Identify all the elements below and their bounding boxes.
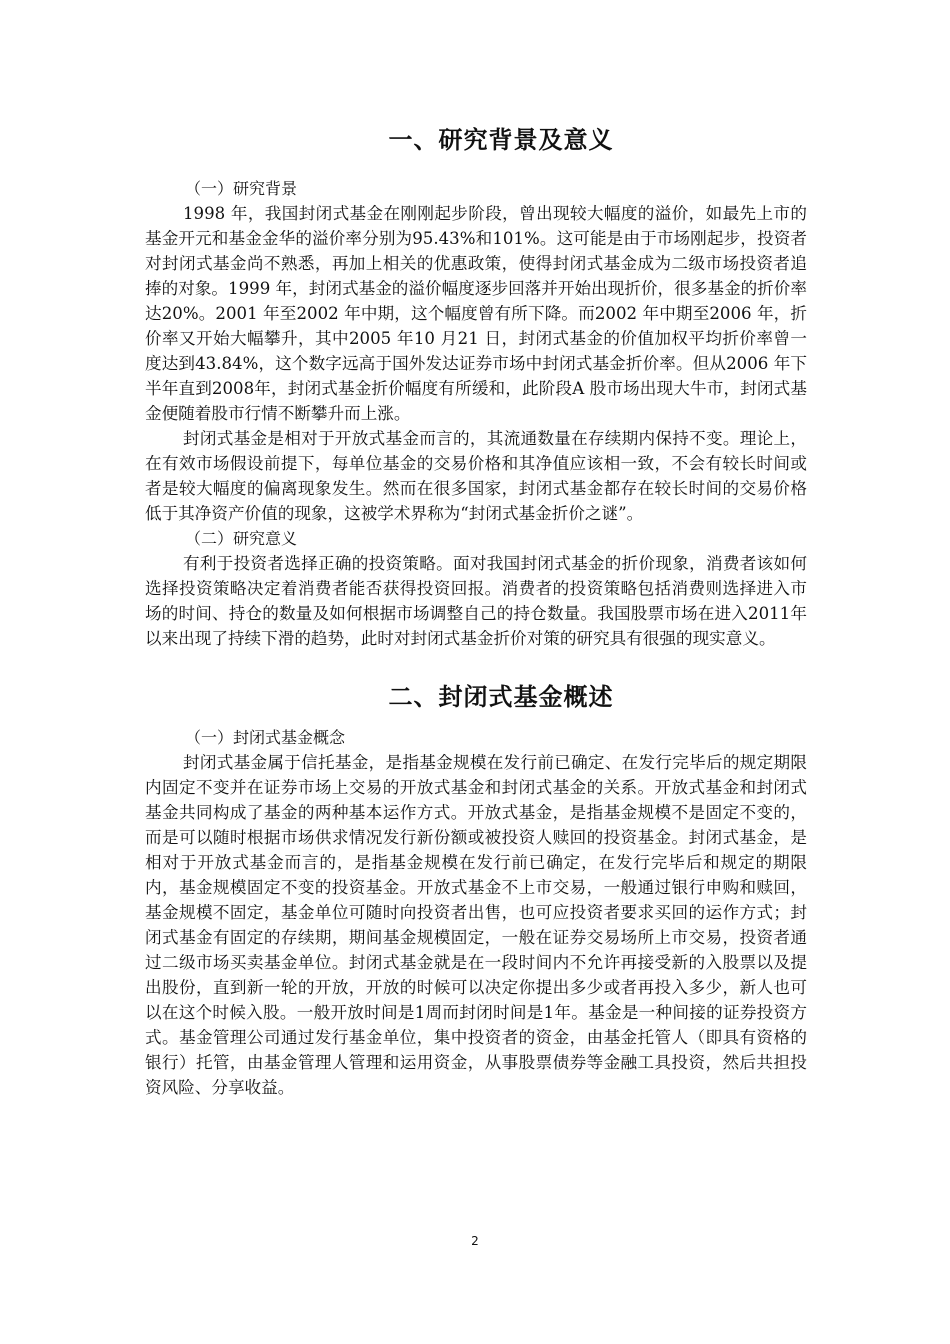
paragraph-background-history: 1998 年，我国封闭式基金在刚刚起步阶段，曾出现较大幅度的溢价，如最先上市的基金开元和基金金华的溢价率分别为95.43%和101%。这可能是由于市场刚起步，投资者对封闭式基金尚不熟悉，再加上相关的优惠政策，使得封闭式基金成为二级市场投资者追捧的对象。1999 年，封闭式基金的溢价幅度逐步回落并开始出现折价，很多基金的折价率达20%。2001 年至2002 年中期，这个幅度曾有所下降。而2002 年中期至2006 年，折价率又开始大幅攀升，其中2005 年10 月21 日，封闭式基金的价值加权平均折价率曾一度达到43.84%，这个数字远高于国外发达证券市场中封闭式基金折价率。但从2006 年下半年直到2008年，封闭式基金折价幅度有所缓和，此阶段A 股市场出现大牛市，封闭式基金便随着股市行情不断攀升而上涨。 xyxy=(145,204,807,423)
page-number: 2 xyxy=(471,1234,479,1248)
paragraph-significance: 有利于投资者选择正确的投资策略。面对我国封闭式基金的折价现象，消费者该如何选择投资策略决定着消费者能否获得投资回报。消费者的投资策略包括消费则选择进入市场的时间、持仓的数量及如何根据市场调整自己的持仓数量。我国股票市场在进入2011年以来出现了持续下滑的趋势，此时对封闭式基金折价对策的研究具有很强的现实意义。 xyxy=(145,554,807,648)
section-1-title: 一、研究背景及意义 xyxy=(388,126,614,154)
paragraph-fund-concept: 封闭式基金属于信托基金，是指基金规模在发行前已确定、在发行完毕后的规定期限内固定不变并在证券市场上交易的开放式基金和封闭式基金的关系。开放式基金和封闭式基金共同构成了基金的两种基本运作方式。开放式基金，是指基金规模不是固定不变的，而是可以随时根据市场供求情况发行新份额或被投资人赎回的投资基金。封闭式基金，是相对于开放式基金而言的，是指基金规模在发行前已确定，在发行完毕后和规定的期限内，基金规模固定不变的投资基金。开放式基金不上市交易，一般通过银行申购和赎回，基金规模不固定，基金单位可随时向投资者出售，也可应投资者要求买回的运作方式；封闭式基金有固定的存续期，期间基金规模固定，一般在证券交易场所上市交易，投资者通过二级市场买卖基金单位。封闭式基金就是在一段时间内不允许再接受新的入股票以及提出股份，直到新一轮的开放，开放的时候可以决定你提出多少或者再投入多少，新人也可以在这个时候入股。一般开放时间是1周而封闭时间是1年。基金是一种间接的证券投资方式。基金管理公司通过发行基金单位，集中投资者的资金，由基金托管人（即具有资格的银行）托管，由基金管理人管理和运用资金，从事股票债券等金融工具投资，然后共担投资风险、分享收益。 xyxy=(145,753,807,1097)
paragraph-discount-puzzle: 封闭式基金是相对于开放式基金而言的，其流通数量在存续期内保持不变。理论上，在有效市场假设前提下，每单位基金的交易价格和其净值应该相一致，不会有较长时间或者是较大幅度的偏离现象发生。然而在很多国家，封闭式基金都存在较长时间的交易价格低于其净资产价值的现象，这被学术界称为“封闭式基金折价之谜”。 xyxy=(145,429,807,523)
page-content xyxy=(145,120,807,1100)
subsection-fund-concept: （一）封闭式基金概念 xyxy=(185,728,346,747)
section-2-title: 二、封闭式基金概述 xyxy=(388,683,614,711)
subsection-research-significance: （二）研究意义 xyxy=(185,529,298,548)
subsection-research-background: （一）研究背景 xyxy=(185,179,298,198)
